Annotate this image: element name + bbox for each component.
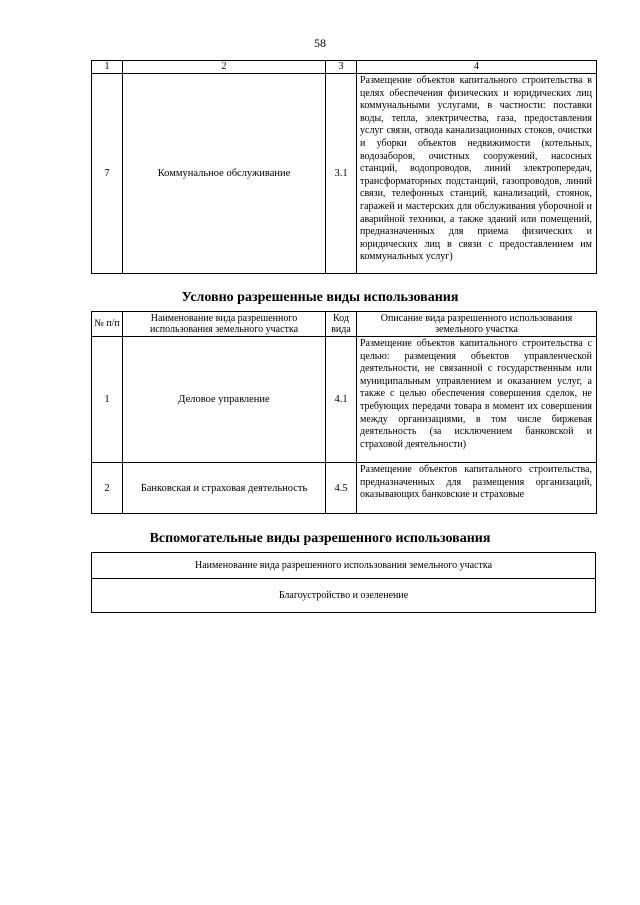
- auxiliary-uses-title: Вспомогательные виды разрешенного использования: [149, 531, 491, 546]
- row-number: 1: [92, 337, 123, 463]
- table-header-row: [92, 553, 596, 579]
- table-row: [92, 74, 597, 274]
- column-number-1: 1: [92, 61, 123, 74]
- auxiliary-uses-table: [91, 552, 596, 613]
- table-header-row: [92, 61, 597, 74]
- column-number-4: 4: [357, 61, 597, 74]
- header-name: Наименование вида разрешенного использования земельного участка: [123, 312, 326, 337]
- use-type-description: Размещение объектов капитального строительства с целью: размещения объектов управленческой деятельности, не связанной с государственным или муниципальным управлением и оказанием услуг, а также с целью обеспечения совершения сделок, не требующих передачи товара в момент их совершения между организациями, в том числе биржевая деятельность (за исключением банковской и страховой деятельности): [357, 337, 597, 463]
- use-type-description: Размещение объектов капитального строительства, предназначенных для размещения организаций, оказывающих банковские и страховые: [357, 463, 597, 514]
- use-type-name: Банковская и страховая деятельность: [123, 463, 326, 514]
- column-number-3: 3: [326, 61, 357, 74]
- permitted-uses-table-continued: [91, 60, 597, 274]
- conditional-uses-title: Условно разрешенные виды использования: [181, 290, 459, 305]
- header-code: Код вида: [326, 312, 357, 337]
- use-type-name: Деловое управление: [123, 337, 326, 463]
- header-description: Описание вида разрешенного использования земельного участка: [357, 312, 597, 337]
- table-row: [92, 463, 597, 514]
- column-number-2: 2: [123, 61, 326, 74]
- conditional-uses-table: [91, 311, 597, 514]
- row-number: 7: [92, 74, 123, 274]
- use-type-code: 4.1: [326, 337, 357, 463]
- header-number: № п/п: [92, 312, 123, 337]
- page-number: 58: [314, 36, 326, 50]
- use-type-code: 4.5: [326, 463, 357, 514]
- use-type-name: Благоустройство и озеленение: [92, 579, 596, 613]
- row-number: 2: [92, 463, 123, 514]
- use-type-description: Размещение объектов капитального строительства в целях обеспечения физических и юридических лиц коммунальными услугами, в частности: поставки воды, тепла, электричества, газа, предоставления услуг связи, отвода канализационных стоков, очистки и уборки объектов недвижимости (котельных, водозаборов, очистных сооружений, насосных станций, водопроводов, линий электропередач, трансформаторных подстанций, газопроводов, линий связи, телефонных станций, канализаций, стоянок, гаражей и мастерских для обслуживания уборочной и аварийной техники, а также зданий или помещений, предназначенных для приема физических и юридических лиц в связи с предоставлением им коммунальных услуг): [357, 74, 597, 274]
- table-header-row: [92, 312, 597, 337]
- table-row: [92, 579, 596, 613]
- use-type-name: Коммунальное обслуживание: [123, 74, 326, 274]
- use-type-code: 3.1: [326, 74, 357, 274]
- header-name: Наименование вида разрешенного использования земельного участка: [92, 553, 596, 579]
- table-row: [92, 337, 597, 463]
